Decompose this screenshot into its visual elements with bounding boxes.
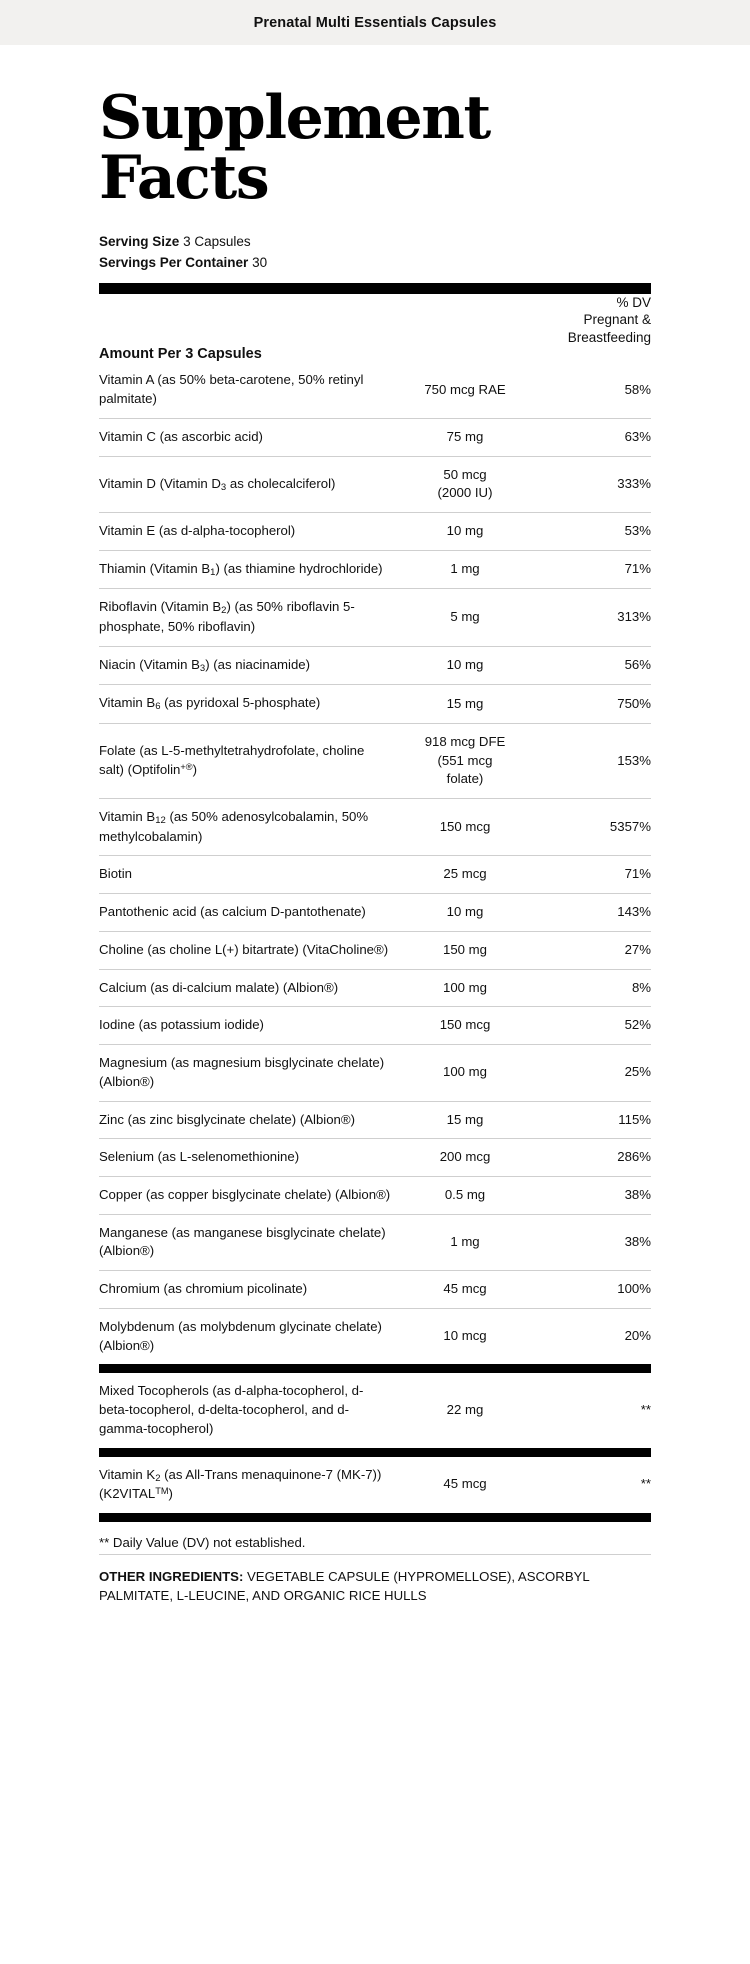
- panel-title: Supplement Facts: [99, 83, 490, 213]
- nutrient-name: Molybdenum (as molybdenum glycinate chelate) (Albion®): [99, 1308, 399, 1364]
- nutrient-name: Calcium (as di-calcium malate) (Albion®): [99, 969, 399, 1007]
- table-row: [99, 1308, 651, 1364]
- table-row: [99, 589, 651, 646]
- nutrient-name: Vitamin E (as d-alpha-tocopherol): [99, 513, 399, 551]
- amount-per-serving-header: Amount Per 3 Capsules: [99, 346, 262, 363]
- divider-before-other-1: [99, 1364, 651, 1373]
- dv-header: [531, 294, 651, 347]
- nutrient-daily-value: 153%: [531, 723, 651, 798]
- divider-before-other-2: [99, 1448, 651, 1457]
- nutrient-amount: 45 mcg: [399, 1271, 531, 1309]
- nutrient-amount: 1 mg: [399, 1214, 531, 1270]
- nutrient-amount: 75 mg: [399, 418, 531, 456]
- table-row: [99, 456, 651, 512]
- nutrient-name: Manganese (as manganese bisglycinate chelate) (Albion®): [99, 1214, 399, 1270]
- nutrient-table-other-2: [99, 1457, 651, 1513]
- product-title: Prenatal Multi Essentials Capsules: [253, 15, 497, 31]
- table-row: [99, 1271, 651, 1309]
- dv-header-line3: Breastfeeding: [567, 329, 651, 345]
- nutrient-amount: 0.5 mg: [399, 1176, 531, 1214]
- nutrient-name: Zinc (as zinc bisglycinate chelate) (Albion®): [99, 1101, 399, 1139]
- nutrient-daily-value: 38%: [531, 1176, 651, 1214]
- table-row: [99, 1007, 651, 1045]
- nutrient-daily-value: 56%: [531, 646, 651, 685]
- nutrient-amount: 25 mcg: [399, 856, 531, 894]
- nutrient-amount: 10 mg: [399, 894, 531, 932]
- nutrient-daily-value: 63%: [531, 418, 651, 456]
- nutrient-amount: 100 mg: [399, 969, 531, 1007]
- divider-before-footnote: [99, 1513, 651, 1522]
- nutrient-name: Biotin: [99, 856, 399, 894]
- nutrient-name: Iodine (as potassium iodide): [99, 1007, 399, 1045]
- table-row: [99, 1214, 651, 1270]
- table-row: [99, 362, 651, 418]
- nutrient-daily-value: 143%: [531, 894, 651, 932]
- nutrient-name: Vitamin A (as 50% beta-carotene, 50% retinyl palmitate): [99, 372, 364, 407]
- nutrient-daily-value: 5357%: [531, 799, 651, 856]
- table-row: [99, 1373, 651, 1447]
- nutrient-daily-value: **: [640, 1402, 651, 1418]
- nutrient-daily-value: 71%: [531, 856, 651, 894]
- nutrient-daily-value: 286%: [531, 1139, 651, 1177]
- nutrient-amount: 1 mg: [399, 550, 531, 589]
- nutrient-daily-value: 71%: [531, 550, 651, 589]
- other-nutrient-rows-2: [99, 1457, 651, 1513]
- nutrient-name: Vitamin $K_2$ (as All-Trans menaquinone-7 (MK-7)) (K2VITAL™): [99, 1466, 382, 1502]
- serving-info: [75, 232, 675, 274]
- nutrient-daily-value: 58%: [624, 381, 651, 397]
- product-header-bar: [0, 0, 750, 45]
- table-row: [99, 1457, 651, 1513]
- amount-header-row: [99, 346, 651, 362]
- nutrient-amount: 50 mcg (2000 IU): [399, 456, 531, 512]
- nutrient-table-main: [99, 294, 651, 1365]
- nutrient-amount: 10 mg: [399, 513, 531, 551]
- table-row: [99, 418, 651, 456]
- table-row: [99, 1176, 651, 1214]
- serving-size-label: Serving Size: [99, 234, 180, 249]
- nutrient-daily-value: 52%: [531, 1007, 651, 1045]
- nutrient-amount: 150 mcg: [399, 799, 531, 856]
- nutrient-daily-value: 25%: [531, 1045, 651, 1101]
- nutrient-name: Folate (as L-5-methyltetrahydrofolate, choline salt) (Optifolin+®): [99, 723, 399, 798]
- nutrient-name: Thiamin (Vitamin $B_1$) (as thiamine hydrochloride): [99, 550, 399, 589]
- header-spacer: [99, 294, 399, 347]
- nutrient-daily-value: 53%: [531, 513, 651, 551]
- dv-footnote: ** Daily Value (DV) not established.: [99, 1534, 306, 1550]
- nutrient-amount: 45 mcg: [443, 1476, 487, 1492]
- dv-header-line2: Pregnant &: [583, 312, 651, 328]
- nutrient-name: Choline (as choline L(+) bitartrate) (VitaCholine®): [99, 931, 399, 969]
- nutrient-amount: 918 mcg DFE (551 mcg folate): [399, 723, 531, 798]
- nutrient-name: Vitamin C (as ascorbic acid): [99, 418, 399, 456]
- amount-header-spacer-2: [531, 346, 651, 362]
- table-row: [99, 646, 651, 685]
- supplement-facts-panel: [75, 83, 675, 1635]
- servings-per-container-value: 30: [252, 254, 268, 270]
- nutrient-name: Mixed Tocopherols (as d-alpha-tocopherol, d-beta-tocopherol, d-delta-tocopherol, and d-gamma-tocopherol): [99, 1383, 364, 1436]
- servings-per-container-line: [99, 253, 675, 274]
- nutrient-daily-value: 38%: [531, 1214, 651, 1270]
- nutrient-name: Selenium (as L-selenomethionine): [99, 1139, 399, 1177]
- nutrient-amount: 10 mcg: [399, 1308, 531, 1364]
- nutrient-name: Pantothenic acid (as calcium D-pantothenate): [99, 894, 399, 932]
- amount-header-spacer: [399, 346, 531, 362]
- table-row: [99, 685, 651, 724]
- table-row: [99, 894, 651, 932]
- nutrient-name: Chromium (as chromium picolinate): [99, 1271, 399, 1309]
- nutrient-daily-value: 750%: [531, 685, 651, 724]
- header-spacer-2: [399, 294, 531, 347]
- nutrient-amount: 5 mg: [399, 589, 531, 646]
- table-row: [99, 1045, 651, 1101]
- nutrient-name: Magnesium (as magnesium bisglycinate chelate) (Albion®): [99, 1045, 399, 1101]
- table-row: [99, 723, 651, 798]
- nutrient-amount: 15 mg: [399, 1101, 531, 1139]
- other-ingredients-label: OTHER INGREDIENTS:: [99, 1568, 244, 1584]
- other-ingredients-line: [99, 1567, 651, 1605]
- serving-size-line: [99, 232, 675, 253]
- nutrient-amount: 150 mcg: [399, 1007, 531, 1045]
- nutrient-name: Vitamin $B_{12}$ (as 50% adenosylcobalamin, 50% methylcobalamin): [99, 799, 399, 856]
- nutrient-table-other-1: [99, 1373, 651, 1447]
- table-row: [99, 1101, 651, 1139]
- nutrient-name: Vitamin D (Vitamin $D_3$ as cholecalciferol): [99, 456, 399, 512]
- servings-per-container-label: Servings Per Container: [99, 254, 249, 270]
- nutrient-name: Copper (as copper bisglycinate chelate) (Albion®): [99, 1176, 399, 1214]
- nutrient-name: Riboflavin (Vitamin $B_2$) (as 50% riboflavin 5-phosphate, 50% riboflavin): [99, 589, 399, 646]
- nutrient-daily-value: **: [640, 1476, 651, 1492]
- nutrient-rows: [99, 362, 651, 1364]
- dv-header-line1: % DV: [616, 294, 651, 310]
- nutrient-name: Niacin (Vitamin $B_3$) (as niacinamide): [99, 646, 399, 685]
- nutrient-amount: 200 mcg: [399, 1139, 531, 1177]
- table-row: [99, 931, 651, 969]
- table-header-row: [99, 294, 651, 347]
- top-divider-thick: [99, 283, 651, 294]
- nutrient-amount: 750 mcg RAE: [424, 381, 506, 397]
- nutrient-amount: 100 mg: [399, 1045, 531, 1101]
- other-ingredients-section: [99, 1554, 651, 1635]
- other-nutrient-rows-1: [99, 1373, 651, 1447]
- nutrient-amount: 150 mg: [399, 931, 531, 969]
- table-row: [99, 1139, 651, 1177]
- table-row: [99, 550, 651, 589]
- table-row: [99, 969, 651, 1007]
- nutrient-daily-value: 115%: [531, 1101, 651, 1139]
- nutrient-amount: 15 mg: [399, 685, 531, 724]
- table-row: [99, 513, 651, 551]
- table-row: [99, 799, 651, 856]
- nutrient-daily-value: 27%: [531, 931, 651, 969]
- nutrient-amount: 10 mg: [399, 646, 531, 685]
- serving-size-value: 3 Capsules: [183, 234, 251, 249]
- nutrient-daily-value: 333%: [531, 456, 651, 512]
- nutrient-daily-value: 20%: [531, 1308, 651, 1364]
- nutrient-daily-value: 313%: [531, 589, 651, 646]
- nutrient-name: Vitamin $B_6$ (as pyridoxal 5-phosphate): [99, 685, 399, 724]
- table-row: [99, 856, 651, 894]
- other-ingredients-value: VEGETABLE CAPSULE (HYPROMELLOSE), ASCORBYL PALMITATE, L-LEUCINE, AND ORGANIC RICE HULLS: [99, 1568, 590, 1604]
- nutrient-daily-value: 8%: [531, 969, 651, 1007]
- nutrient-daily-value: 100%: [531, 1271, 651, 1309]
- nutrient-amount: 22 mg: [446, 1402, 484, 1418]
